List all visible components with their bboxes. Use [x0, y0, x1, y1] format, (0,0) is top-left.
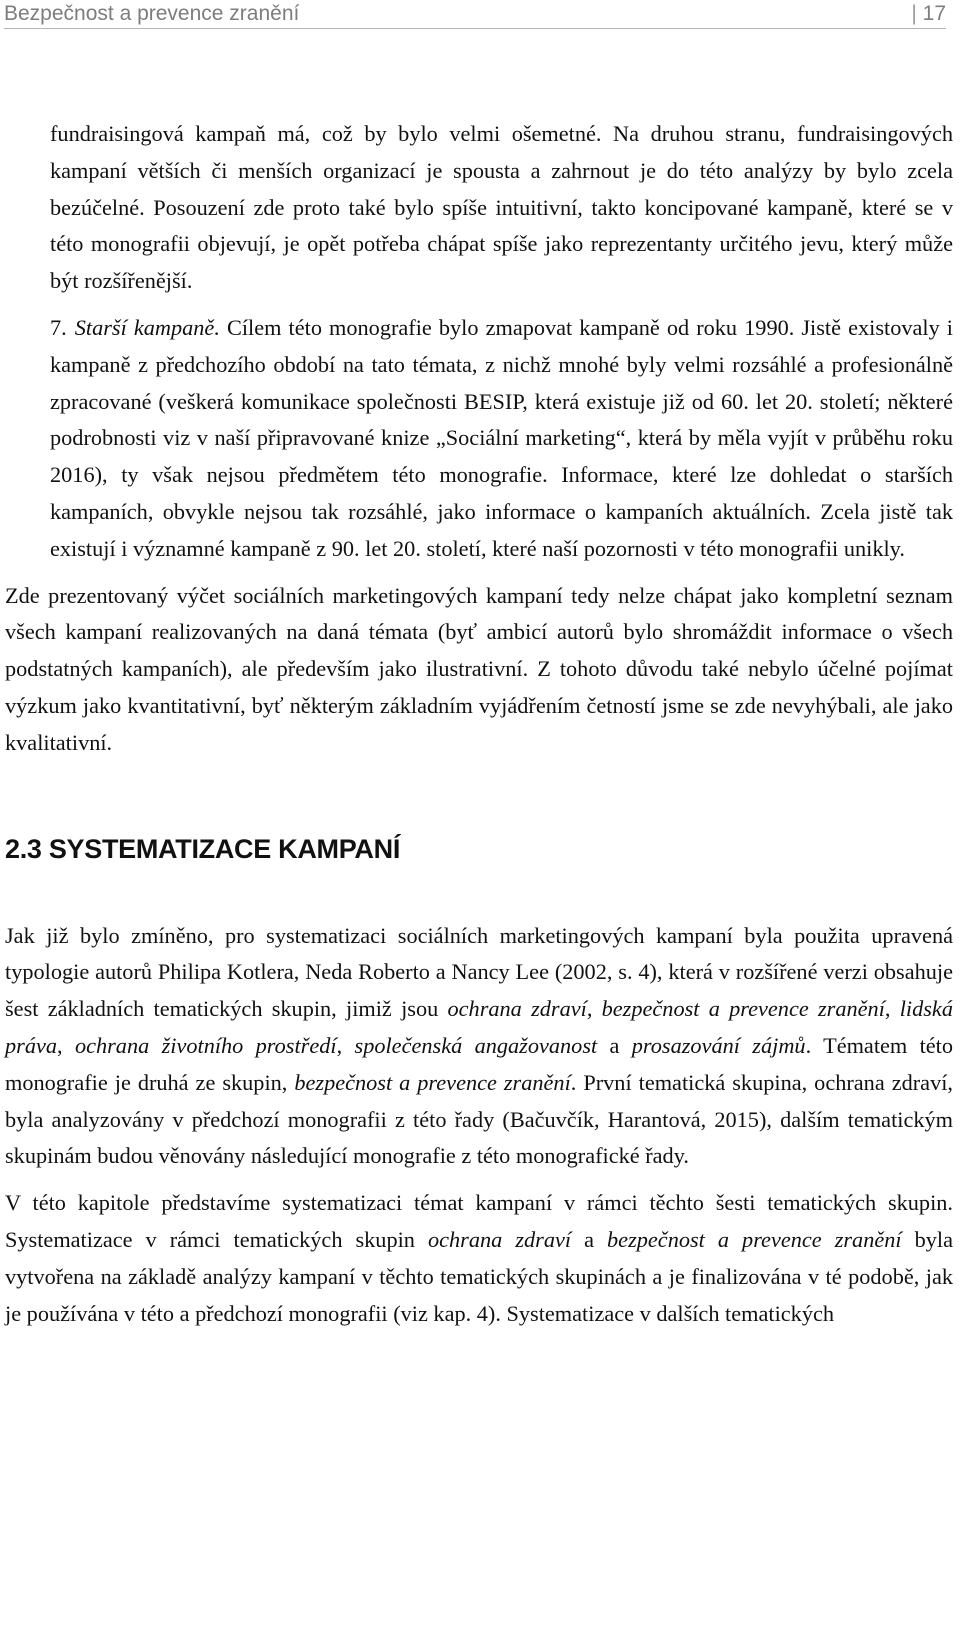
italic-term: bezpečnost a prevence zranění — [607, 1226, 902, 1252]
italic-term: společenská angažovanost — [354, 1032, 598, 1058]
italic-term: ochrana zdraví — [427, 1226, 572, 1252]
paragraph-continued: fundraisingová kampaň má, což by bylo velmi ošemetné. Na druhou stranu, fundraisingových kampaní větších či menších organizací je spousta a zahrnout je do této analýzy by bylo zcela bezúčelné. Posouzení zde proto také bylo spíše intuitivní, takto koncipované kampaně, které se v této monografii objevují, je opět potřeba chápat spíše jako reprezentanty určitého jevu, který může být rozšířenější. — [50, 121, 953, 294]
text-run: byla vytvořena na základě analýzy kampaní v těchto tematických skupinách a je finalizována v té podobě, jak je používána v této a předchozí monografii (viz kap. 4). Systematizace v dalších tematických — [5, 1226, 954, 1326]
paragraph-enumeration: Zde prezentovaný výčet sociálních marketingových kampaní tedy nelze chápat jako kompletní seznam všech kampaní realizovaných na daná témata (byť ambicí autorů bylo shromáždit informace o všech podstatných kampaních), ale především jako ilustrativní. Z tohoto důvodu také nebylo účelné pojímat výzkum jako kvantitativní, byť některým základním vyjádřením četností jsme se zde nevyhýbali, ale jako kvalitativní. — [5, 582, 953, 755]
section-heading: 2.3 SYSTEMATIZACE KAMPANÍ — [5, 833, 401, 864]
italic-term: prosazování zájmů — [631, 1032, 806, 1058]
text-run: , — [884, 996, 900, 1022]
italic-term: bezpečnost a prevence zranění — [601, 996, 885, 1022]
text-run: , — [336, 1032, 355, 1058]
text-run: , — [57, 1032, 75, 1058]
text-run: a — [597, 1032, 632, 1058]
paragraph-chapter — [5, 1185, 953, 1332]
text-run: , — [586, 996, 602, 1022]
italic-term: ochrana zdraví — [447, 996, 587, 1022]
paragraph-typology — [5, 918, 953, 1176]
list-item-number: 7. — [50, 314, 67, 340]
italic-term: ochrana životního prostředí — [74, 1032, 337, 1058]
italic-term: bezpečnost a prevence zranění — [294, 1069, 571, 1095]
list-item-7 — [5, 310, 953, 568]
italic-term: lidská práva — [5, 996, 953, 1058]
page-number: | 17 — [911, 2, 946, 26]
text-run: Jak již bylo zmíněno, pro systematizaci sociálních marketingových kampaní byla použita upravená typologie autorů Philipa Kotlera, Neda Roberto a Nancy Lee (2002, s. 4), která v rozšířené verzi obsahuje šest základních tematických skupin, jimiž jsou — [5, 922, 953, 1022]
text-run: . Tématem této monografie je druhá ze skupin, — [5, 1032, 954, 1095]
text-run: . První tematická skupina, ochrana zdraví, byla analyzovány v předchozí monografii z této řady (Bačuvčík, Harantová, 2015), dalším tematickým skupinám budou věnovány následující monografie z této monografické řady. — [5, 1069, 953, 1169]
text-run: V této kapitole představíme systematizaci témat kampaní v rámci těchto šesti tematických skupin. Systematizace v rámci tematických skupin — [5, 1190, 953, 1252]
list-item-title: Starší kampaně. — [74, 314, 220, 340]
header-title: Bezpečnost a prevence zranění — [4, 2, 300, 25]
text-run: a — [571, 1226, 608, 1252]
running-header — [4, 0, 946, 29]
page-body — [5, 116, 953, 1342]
list-item-text: Cílem této monografie bylo zmapovat kampaně od roku 1990. Jistě existovaly i kampaně z předchozího období na tato témata, z nichž mnohé byly velmi rozsáhlé a profesionálně zpracované (veškerá komunikace společnosti BESIP, která existuje již od 60. let 20. století; některé podrobnosti viz v naší připravované knize „Sociální marketing“, která by měla vyjít v průběhu roku 2016), ty však nejsou předmětem této monografie. Informace, které lze dohledat o starších kampaních, obvykle nejsou tak rozsáhlé, jako informace o kampaních aktuálních. Zcela jistě tak existují i významné kampaně z 90. let 20. století, které naší pozornosti v této monografii unikly. — [50, 314, 953, 561]
